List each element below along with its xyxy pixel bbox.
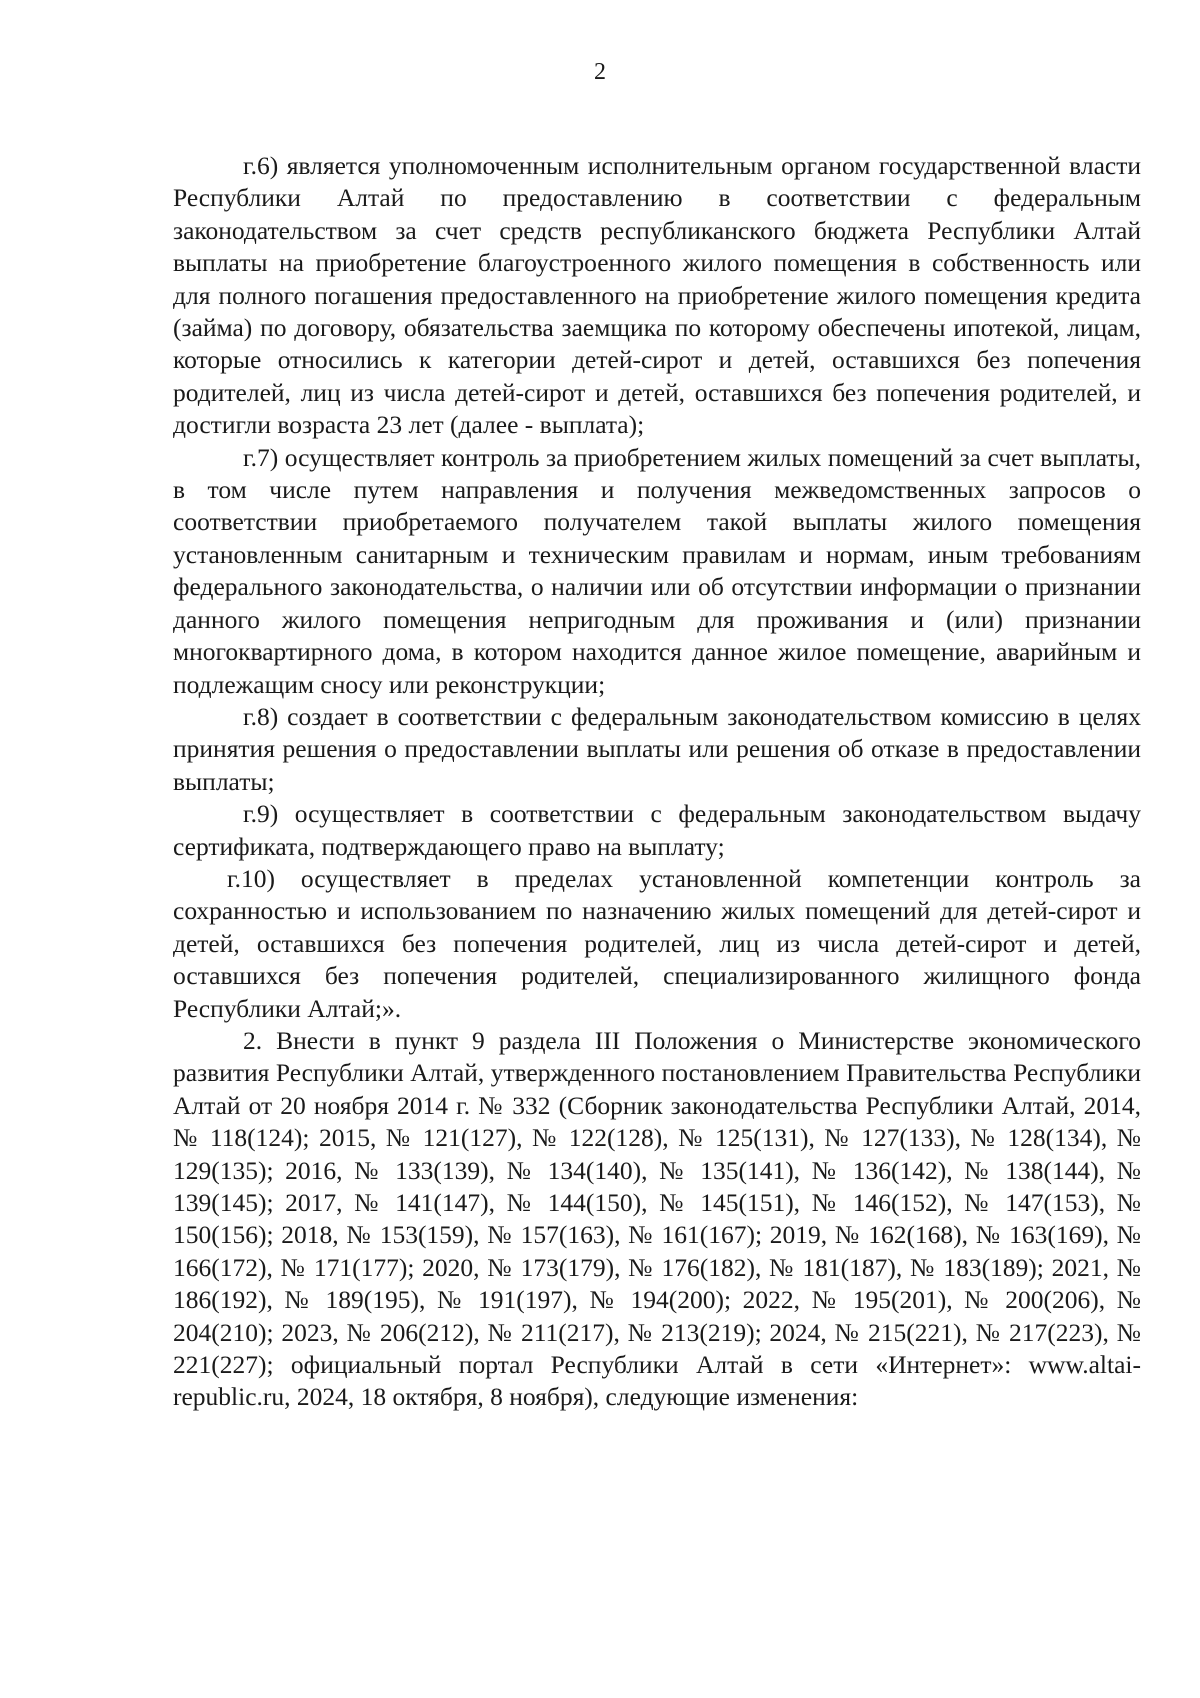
- paragraph-item-2: 2. Внести в пункт 9 раздела III Положения о Министерстве экономического развития Республики Алтай, утвержденного постановлением Правительства Республики Алтай от 20 ноября 2014 г. № 332 (Сборник законодательства Республики Алтай, 2014, № 118(124); 2015, № 121(127), № 122(128), № 125(131), № 127(133), № 128(134), № 129(135); 2016, № 133(139), № 134(140), № 135(141), № 136(142), № 138(144), № 139(145); 2017, № 141(147), № 144(150), № 145(151), № 146(152), № 147(153), № 150(156); 2018, № 153(159), № 157(163), № 161(167); 2019, № 162(168), № 163(169), № 166(172), № 171(177); 2020, № 173(179), № 176(182), № 181(187), № 183(189); 2021, № 186(192), № 189(195), № 191(197), № 194(200); 2022, № 195(201), № 200(206), № 204(210); 2023, № 206(212), № 211(217), № 213(219); 2024, № 215(221), № 217(223), № 221(227); официальный портал Республики Алтай в сети «Интернет»: www.altai-republic.ru, 2024, 18 октября, 8 ноября), следующие изменения:: [173, 1025, 1141, 1412]
- paragraph-g8: г.8) создает в соответствии с федеральным законодательством комиссию в целях принятия решения о предоставлении выплаты или решения об отказе в предоставлении выплаты;: [173, 701, 1141, 796]
- document-body: [173, 150, 1141, 1414]
- paragraph-g7: г.7) осуществляет контроль за приобретением жилых помещений за счет выплаты, в том числе путем направления и получения межведомственных запросов о соответствии приобретаемого получателем такой выплаты жилого помещения установленным санитарным и техническим правилам и нормам, иным требованиям федерального законодательства, о наличии или об отсутствии информации о признании данного жилого помещения непригодным для проживания и (или) признании многоквартирного дома, в котором находится данное жилое помещение, аварийным и подлежащим сносу или реконструкции;: [173, 442, 1141, 699]
- paragraph-g9: г.9) осуществляет в соответствии с федеральным законодательством выдачу сертификата, подтверждающего право на выплату;: [173, 799, 1141, 861]
- paragraph-g6: г.6) является уполномоченным исполнительным органом государственной власти Республики Алтай по предоставлению в соответствии с федеральным законодательством за счет средств республиканского бюджета Республики Алтай выплаты на приобретение благоустроенного жилого помещения в собственность или для полного погашения предоставленного на приобретение жилого помещения кредита (займа) по договору, обязательства заемщика по которому обеспечены ипотекой, лицам, которые относились к категории детей-сирот и детей, оставшихся без попечения родителей, лиц из числа детей-сирот и детей, оставшихся без попечения родителей, и достигли возраста 23 лет (далее - выплата);: [173, 151, 1141, 440]
- paragraph-g10: г.10) осуществляет в пределах установленной компетенции контроль за сохранностью и использованием по назначению жилых помещений для детей-сирот и детей, оставшихся без попечения родителей, лиц из числа детей-сирот и детей, оставшихся без попечения родителей, специализированного жилищного фонда Республики Алтай;».: [173, 863, 1141, 1023]
- page-number: 2: [594, 59, 606, 85]
